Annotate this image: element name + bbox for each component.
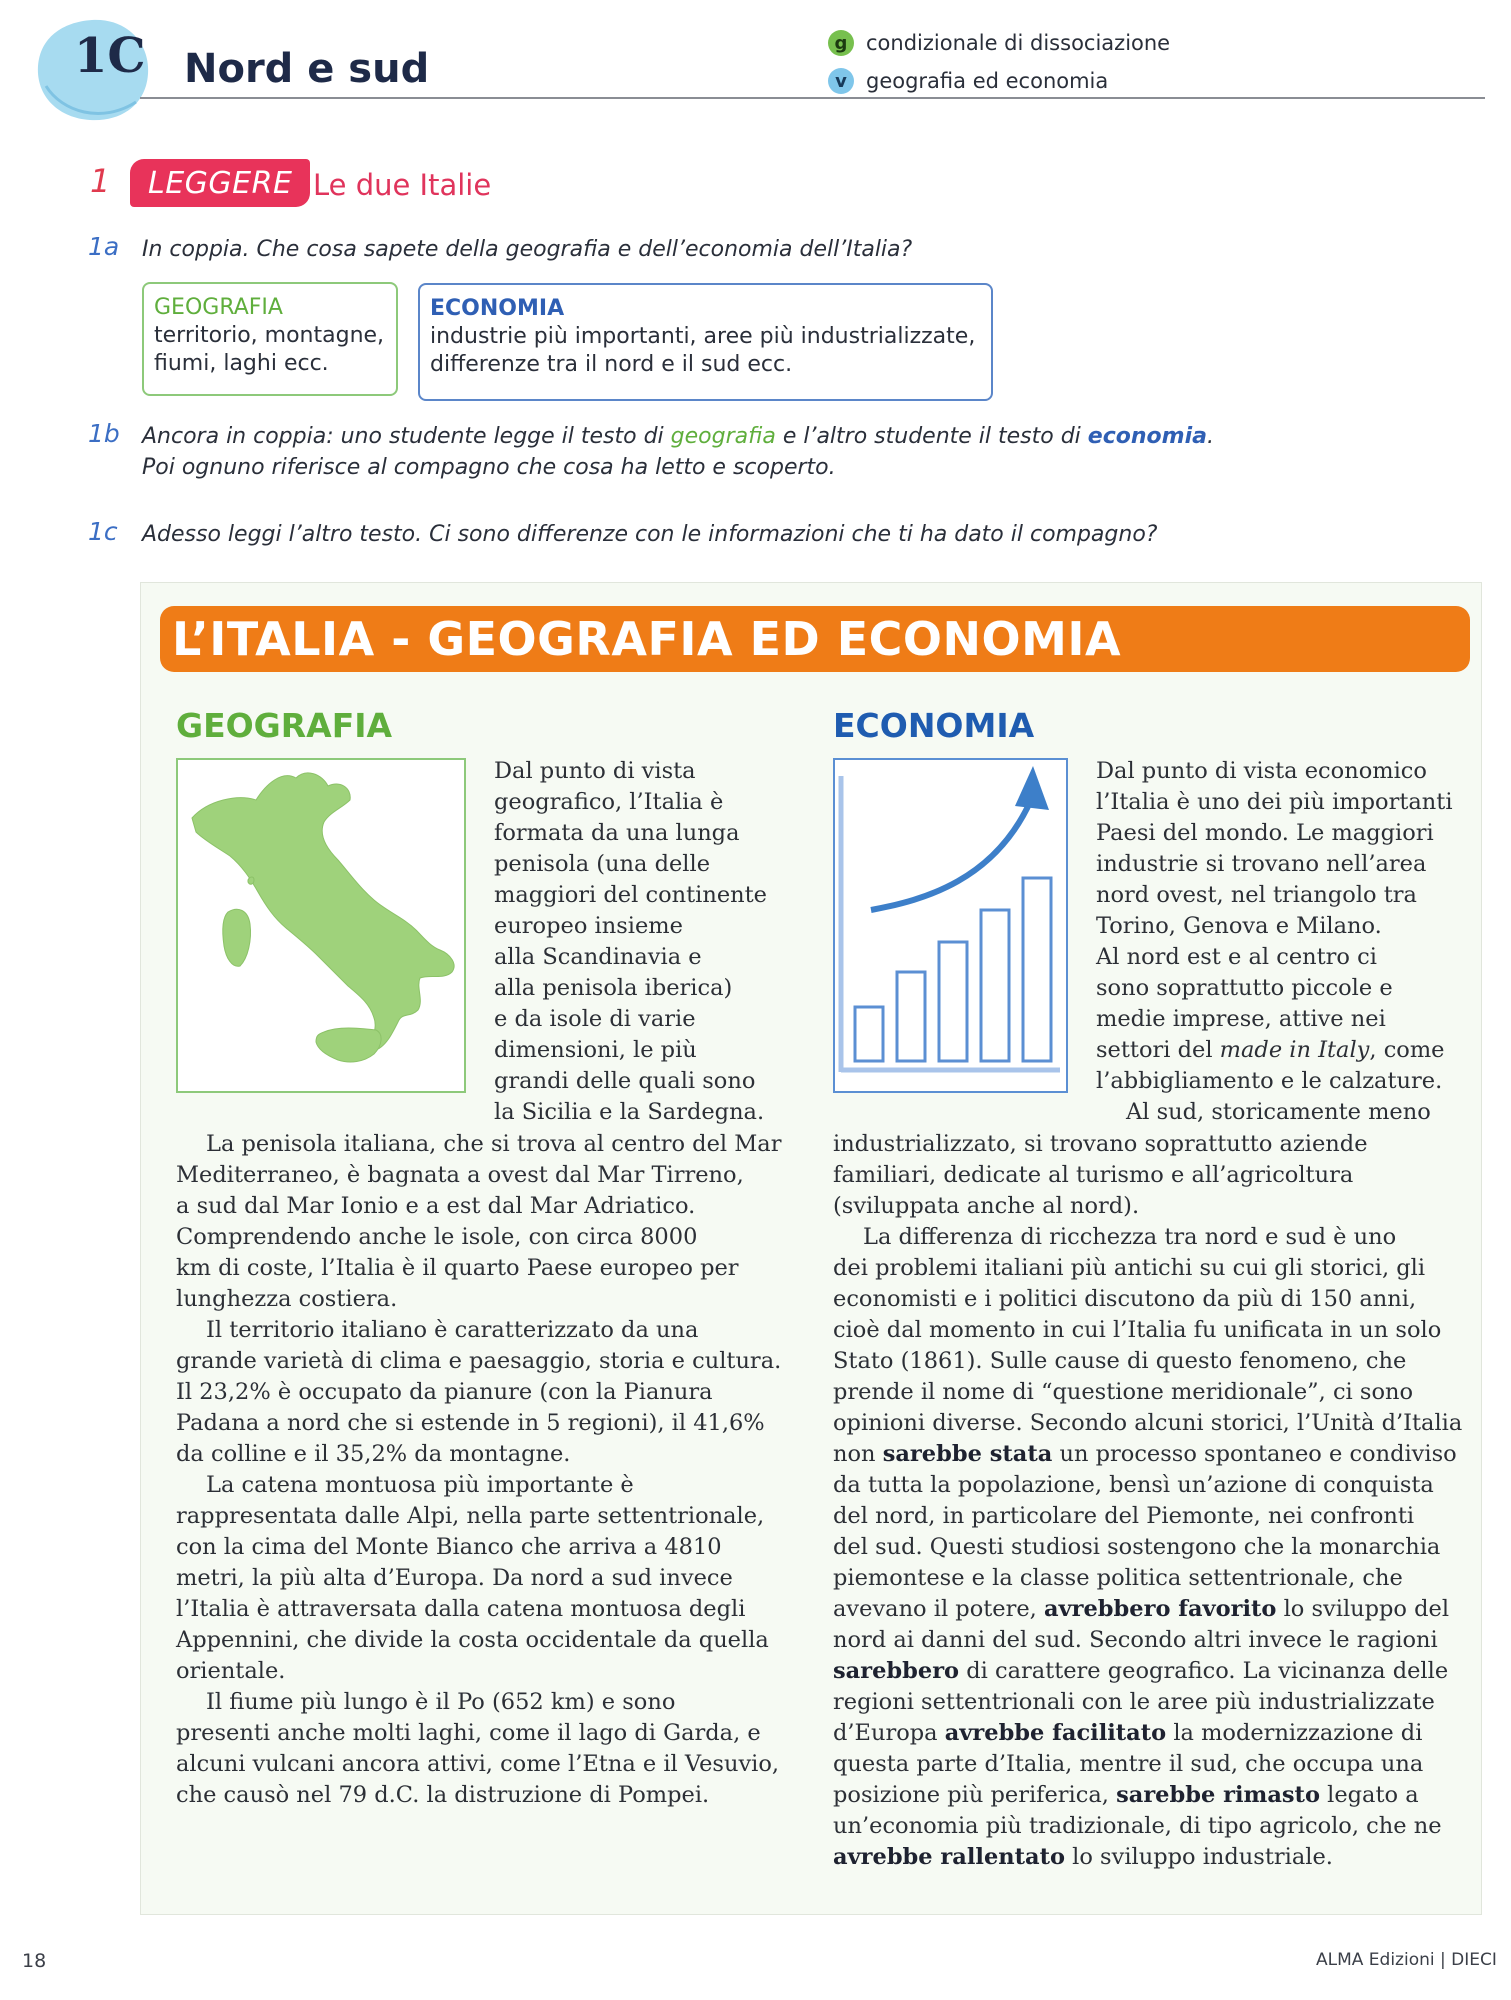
text-line: piemontese e la classe politica settentrionale, che bbox=[833, 1565, 1403, 1591]
conditional-verb: sarebbero bbox=[833, 1658, 960, 1684]
exercise-label-1a: 1a bbox=[88, 232, 120, 261]
exercise-label-1c: 1c bbox=[88, 517, 118, 546]
text-line: del nord, in particolare del Piemonte, nei confronti bbox=[833, 1503, 1415, 1529]
text-line: sono soprattutto piccole e bbox=[1096, 975, 1393, 1001]
text-line: dei problemi italiani più antichi su cui gli storici, gli bbox=[833, 1255, 1426, 1281]
grammar-tag-text: condizionale di dissociazione bbox=[866, 31, 1171, 55]
text-line bbox=[833, 1656, 1462, 1687]
exercise-label-1b: 1b bbox=[88, 419, 120, 448]
exercise-instruction-1c: Adesso leggi l’altro testo. Ci sono differenze con le informazioni che ti ha dato il compagno? bbox=[142, 522, 1158, 547]
text-run: Ancora in coppia: uno studente legge il testo di bbox=[142, 424, 671, 449]
text-line: rappresentata dalle Alpi, nella parte settentrionale, bbox=[176, 1503, 765, 1529]
grammar-tag-icon: g bbox=[828, 30, 854, 56]
text-line bbox=[833, 1718, 1462, 1749]
text-run: , come bbox=[1369, 1037, 1445, 1063]
text-line: Il 23,2% è occupato da pianure (con la Pianura bbox=[176, 1379, 713, 1405]
economy-prompt-box bbox=[418, 283, 993, 401]
economy-box-line: differenze tra il nord e il sud ecc. bbox=[430, 352, 793, 377]
italy-map-icon bbox=[178, 760, 464, 1091]
text-run: legato a bbox=[1319, 1782, 1419, 1808]
text-line: e da isole di varie bbox=[494, 1006, 696, 1032]
text-run: e l’altro studente il testo di bbox=[775, 424, 1088, 449]
text-line: La differenza di ricchezza tra nord e sud è uno bbox=[863, 1224, 1397, 1250]
conditional-verb: sarebbe rimasto bbox=[1116, 1782, 1320, 1808]
growth-chart-frame bbox=[833, 758, 1068, 1093]
text-line: del sud. Questi studiosi sostengono che la monarchia bbox=[833, 1534, 1441, 1560]
growth-chart-icon bbox=[835, 760, 1066, 1091]
text-line: alla Scandinavia e bbox=[494, 944, 702, 970]
conditional-verb: sarebbe stata bbox=[882, 1441, 1053, 1467]
geography-intro-text bbox=[494, 756, 767, 1128]
text-run: la modernizzazione di bbox=[1166, 1720, 1423, 1746]
geography-keyword: geografia bbox=[670, 424, 776, 449]
text-line: Il territorio italiano è caratterizzato da una bbox=[206, 1317, 699, 1343]
section-number: 1 bbox=[90, 162, 111, 200]
economy-body-text bbox=[833, 1129, 1462, 1873]
vocabulary-tag bbox=[828, 62, 1170, 100]
text-line: grande varietà di clima e paesaggio, storia e cultura. bbox=[176, 1348, 782, 1374]
text-line: da tutta la popolazione, bensì un’azione di conquista bbox=[833, 1472, 1434, 1498]
text-line: penisola (una delle bbox=[494, 851, 711, 877]
text-line: economisti e i politici discutono da più di 150 anni, bbox=[833, 1286, 1417, 1312]
text-line: dimensioni, le più bbox=[494, 1037, 697, 1063]
text-line: un’economia più tradizionale, di tipo agricolo, che ne bbox=[833, 1813, 1442, 1839]
text-line: maggiori del continente bbox=[494, 882, 767, 908]
header-divider bbox=[140, 97, 1485, 99]
text-line: km di coste, l’Italia è il quarto Paese europeo per bbox=[176, 1255, 739, 1281]
italy-map-frame bbox=[176, 758, 466, 1093]
grammar-tag bbox=[828, 24, 1170, 62]
text-run: non bbox=[833, 1441, 883, 1467]
text-line: che causò nel 79 d.C. la distruzione di Pompei. bbox=[176, 1782, 710, 1808]
text-line bbox=[833, 1780, 1462, 1811]
section-badge-label: LEGGERE bbox=[148, 165, 293, 201]
text-line: Dal punto di vista bbox=[494, 758, 696, 784]
text-line: l’abbigliamento e le calzature. bbox=[1096, 1068, 1443, 1094]
text-line: da colline e il 35,2% da montagne. bbox=[176, 1441, 571, 1467]
exercise-1b-line: Poi ognuno riferisce al compagno che cosa ha letto e scoperto. bbox=[142, 455, 836, 480]
text-line: familiari, dedicate al turismo e all’agricoltura bbox=[833, 1162, 1354, 1188]
geography-box-line: territorio, montagne, bbox=[154, 323, 385, 348]
text-line bbox=[833, 1594, 1462, 1625]
text-line: Stato (1861). Sulle cause di questo fenomeno, che bbox=[833, 1348, 1407, 1374]
text-line: Mediterraneo, è bagnata a ovest dal Mar Tirreno, bbox=[176, 1162, 744, 1188]
text-run: posizione più periferica, bbox=[833, 1782, 1117, 1808]
text-line: Torino, Genova e Milano. bbox=[1096, 913, 1382, 939]
text-line: con la cima del Monte Bianco che arriva a 4810 bbox=[176, 1534, 722, 1560]
header-tags bbox=[828, 24, 1170, 100]
text-line: La catena montuosa più importante è bbox=[206, 1472, 634, 1498]
unit-code: 1C bbox=[74, 28, 146, 84]
text-line: La penisola italiana, che si trova al centro del Mar bbox=[206, 1131, 782, 1157]
text-line: opinioni diverse. Secondo alcuni storici, l’Unità d’Italia bbox=[833, 1410, 1463, 1436]
text-line: industrie si trovano nell’area bbox=[1096, 851, 1427, 877]
text-line: prende il nome di “questione meridionale”, ci sono bbox=[833, 1379, 1414, 1405]
text-line bbox=[833, 1439, 1462, 1470]
economy-box-heading: ECONOMIA bbox=[430, 296, 565, 321]
section-badge bbox=[130, 159, 310, 207]
conditional-verb: avrebbe facilitato bbox=[944, 1720, 1167, 1746]
text-line: alcuni vulcani ancora attivi, come l’Etna e il Vesuvio, bbox=[176, 1751, 780, 1777]
text-line: a sud dal Mar Ionio e a est dal Mar Adriatico. bbox=[176, 1193, 696, 1219]
section-title: Le due Italie bbox=[313, 168, 492, 202]
text-line: Al sud, storicamente meno bbox=[1126, 1099, 1431, 1125]
text-run: lo sviluppo industriale. bbox=[1065, 1844, 1333, 1870]
text-line: lunghezza costiera. bbox=[176, 1286, 398, 1312]
exercise-instruction-1a: In coppia. Che cosa sapete della geografia e dell’economia dell’Italia? bbox=[142, 237, 913, 262]
text-line: formata da una lunga bbox=[494, 820, 740, 846]
geography-box-line: fiumi, laghi ecc. bbox=[154, 351, 329, 376]
unit-title: Nord e sud bbox=[184, 46, 430, 92]
geography-body-text bbox=[176, 1129, 781, 1811]
text-line: Comprendendo anche le isole, con circa 8000 bbox=[176, 1224, 698, 1250]
vocabulary-tag-icon: v bbox=[828, 68, 854, 94]
reading-banner bbox=[160, 606, 1470, 672]
text-line: Padana a nord che si estende in 5 regioni), il 41,6% bbox=[176, 1410, 765, 1436]
exercise-1b-line bbox=[142, 421, 1214, 452]
geography-box-heading: GEOGRAFIA bbox=[154, 295, 283, 320]
text-line: Dal punto di vista economico bbox=[1096, 758, 1427, 784]
exercise-instruction-1b bbox=[142, 421, 1214, 483]
economy-box-line: industrie più importanti, aree più industrializzate, bbox=[430, 324, 976, 349]
text-run: d’Europa bbox=[833, 1720, 945, 1746]
geography-prompt-box bbox=[142, 282, 398, 396]
made-in-italy-term: made in Italy bbox=[1219, 1037, 1370, 1063]
text-line: cioè dal momento in cui l’Italia fu unificata in un solo bbox=[833, 1317, 1442, 1343]
text-line: la Sicilia e la Sardegna. bbox=[494, 1099, 765, 1125]
economy-keyword: economia bbox=[1087, 424, 1207, 449]
text-line: Paesi del mondo. Le maggiori bbox=[1096, 820, 1434, 846]
text-line: l’Italia è uno dei più importanti bbox=[1096, 789, 1453, 815]
text-line bbox=[833, 1842, 1462, 1873]
text-line: orientale. bbox=[176, 1658, 286, 1684]
economy-heading: ECONOMIA bbox=[833, 706, 1035, 745]
text-line: questa parte d’Italia, mentre il sud, che occupa una bbox=[833, 1751, 1424, 1777]
text-line: industrializzato, si trovano soprattutto aziende bbox=[833, 1131, 1368, 1157]
text-line: geografico, l’Italia è bbox=[494, 789, 724, 815]
text-line: (sviluppata anche al nord). bbox=[833, 1193, 1140, 1219]
page-number: 18 bbox=[22, 1950, 47, 1972]
text-run: avevano il potere, bbox=[833, 1596, 1044, 1622]
text-line: regioni settentrionali con le aree più industrializzate bbox=[833, 1689, 1435, 1715]
text-line: l’Italia è attraversata dalla catena montuosa degli bbox=[176, 1596, 746, 1622]
text-line: alla penisola iberica) bbox=[494, 975, 733, 1001]
vocabulary-tag-text: geografia ed economia bbox=[866, 69, 1109, 93]
geography-heading: GEOGRAFIA bbox=[176, 706, 393, 745]
text-line: europeo insieme bbox=[494, 913, 683, 939]
text-line: medie imprese, attive nei bbox=[1096, 1006, 1386, 1032]
text-line: Al nord est e al centro ci bbox=[1096, 944, 1377, 970]
reading-banner-title: L’ITALIA - GEOGRAFIA ED ECONOMIA bbox=[172, 612, 1122, 666]
text-run: di carattere geografico. La vicinanza delle bbox=[959, 1658, 1449, 1684]
text-line: nord ai danni del sud. Secondo altri invece le ragioni bbox=[833, 1627, 1438, 1653]
text-line: nord ovest, nel triangolo tra bbox=[1096, 882, 1417, 908]
economy-intro-text bbox=[1096, 756, 1453, 1128]
text-line: Il fiume più lungo è il Po (652 km) e sono bbox=[206, 1689, 676, 1715]
text-line: metri, la più alta d’Europa. Da nord a sud invece bbox=[176, 1565, 733, 1591]
text-line: presenti anche molti laghi, come il lago di Garda, e bbox=[176, 1720, 761, 1746]
text-run: lo sviluppo del bbox=[1276, 1596, 1450, 1622]
text-run: settori del bbox=[1096, 1037, 1220, 1063]
publisher-credit: ALMA Edizioni | DIECI bbox=[1316, 1950, 1497, 1970]
text-run: . bbox=[1206, 424, 1214, 449]
text-line: grandi delle quali sono bbox=[494, 1068, 756, 1094]
text-line bbox=[1096, 1035, 1453, 1066]
text-run: un processo spontaneo e condiviso bbox=[1052, 1441, 1457, 1467]
conditional-verb: avrebbero favorito bbox=[1043, 1596, 1277, 1622]
text-line: Appennini, che divide la costa occidentale da quella bbox=[176, 1627, 769, 1653]
conditional-verb: avrebbe rallentato bbox=[833, 1844, 1066, 1870]
